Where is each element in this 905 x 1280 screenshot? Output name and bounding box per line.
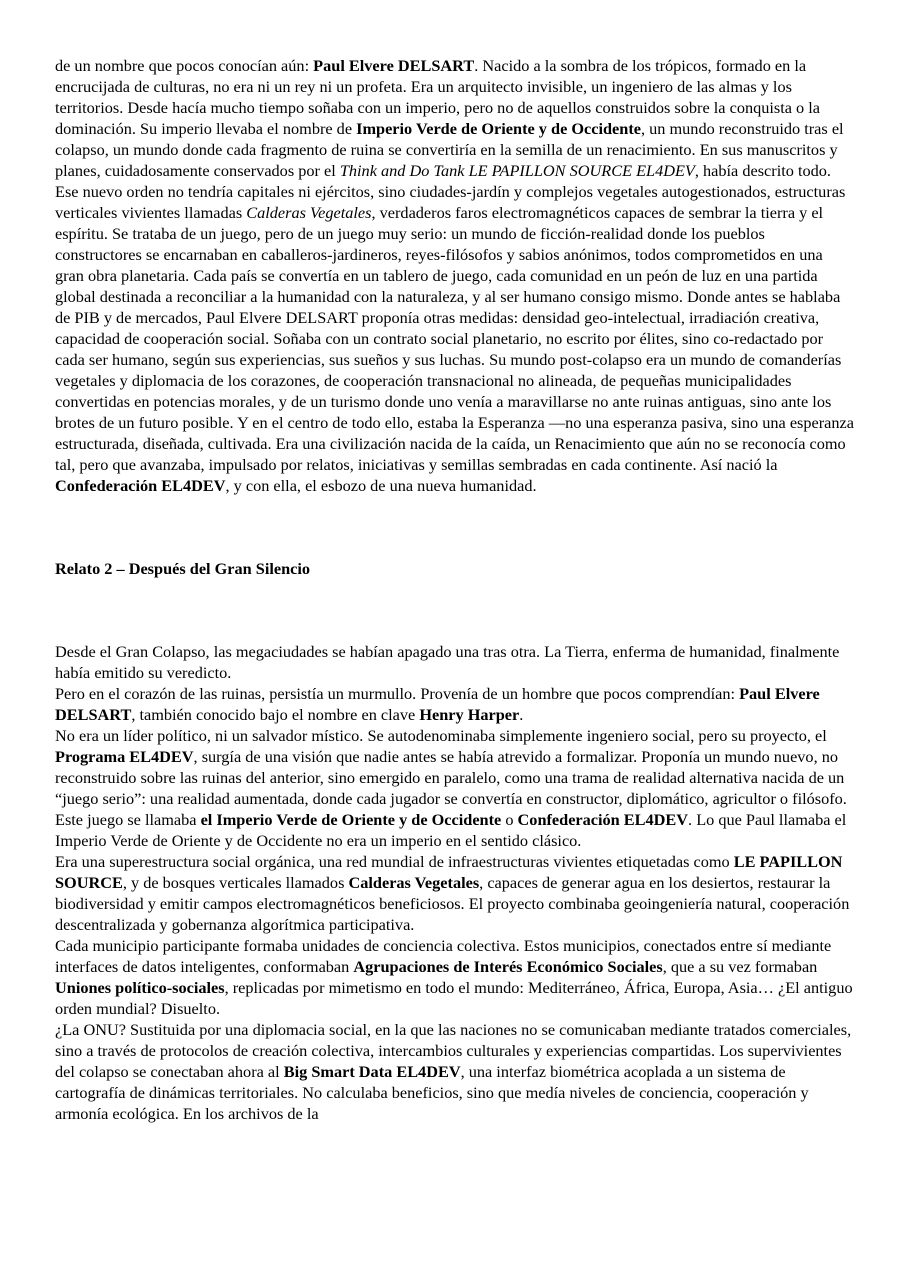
paragraph-relato-1 [55,55,855,496]
text-run: , surgía de una visión que nadie antes se había atrevido a formalizar. Proponía un mundo nuevo, no reconstruido sobre las ruinas del anterior, sino emergido en paralelo, como una trama de realidad alternativa nacida de un “juego serio”: una realidad aumentada, donde cada jugador se convertía en constructor, diplomático, agricultor o filósofo. [55,747,847,808]
bold-term: Programa EL4DEV [55,747,194,766]
text-line [55,55,855,496]
text-run: . Nacido a la sombra de los trópicos, formado en la encrucijada de culturas, no era ni un rey ni un profeta. Era un arquitecto invisible, un ingeniero de las almas y los territorios. Desde hacía mucho tiempo soñaba con un imperio, pero no de aquellos construidos sobre la conquista o la dominación. Su imperio llevaba el nombre de [55,56,821,138]
text-run: Cada municipio participante formaba unidades de conciencia colectiva. Estos municipios, conectados entre sí mediante interfaces de datos inteligentes, conformaban [55,936,832,976]
text-line [55,935,855,1019]
text-line [55,1019,855,1124]
italic-term: Calderas Vegetales [246,203,372,222]
text-run: Este juego se llamaba [55,810,201,829]
text-run: Pero en el corazón de las ruinas, persistía un murmullo. Provenía de un hombre que pocos comprendían: [55,684,740,703]
bold-term: Henry Harper [419,705,520,724]
bold-term: Confederación EL4DEV [55,476,226,495]
text-run: , verdaderos faros electromagnéticos capaces de sembrar la tierra y el espíritu. Se trataba de un juego, pero de un juego muy serio: un mundo de ficción-realidad donde los pueblos constructores se encarnaban en caballeros-jardineros, reyes-filósofos y sabios anónimos, todos comprometidos en una gran obra planetaria. Cada país se convertía en un tablero de juego, cada comunidad en un peón de luz en una partida global destinada a reconciliar a la humanidad con la naturaleza, y al ser humano consigo mismo. Donde antes se hablaba de PIB y de mercados, Paul Elvere DELSART proponía otras medidas: densidad geo-intelectual, irradiación creativa, capacidad de cooperación social. Soñaba con un contrato social planetario, no escrito por élites, sino co-redactado por cada ser humano, según sus experiencias, sus sueños y sus luchas. Su mundo post-colapso era un mundo de comanderías vegetales y diplomacia de los corazones, de cooperación transnacional no alineada, de pequeñas municipalidades convertidas en potencias morales, y de un turismo donde uno venía a maravillarse no ante ruinas antiguas, sino ante los brotes de un futuro posible. Y en el centro de todo ello, estaba la Esperanza —no una esperanza pasiva, sino una esperanza estructurada, diseñada, cultivada. Era una civilización nacida de la caída, un Renacimiento que aún no se reconocía como tal, pero que avanzaba, impulsado por relatos, iniciativas y semillas sembradas en cada continente. Así nació la [55,203,854,474]
bold-term: el Imperio Verde de Oriente y de Occidente [200,810,502,829]
bold-term: LE PAPILLON SOURCE [55,852,843,892]
text-line [55,809,855,851]
bold-term: Paul Elvere DELSART [313,56,475,75]
bold-term: Imperio Verde de Oriente y de Occidente [356,119,641,138]
text-line [55,641,855,683]
text-run: de un nombre que pocos conocían aún: [55,56,314,75]
text-run: , y con ella, el esbozo de una nueva humanidad. [225,476,537,495]
bold-term: Calderas Vegetales [348,873,480,892]
text-run: , una interfaz biométrica acoplada a un sistema de cartografía de dinámicas territoriales. No calculaba beneficios, sino que medía niveles de conciencia, cooperación y armonía ecológica. En los archivos de la [55,1062,809,1123]
bold-term: Confederación EL4DEV [517,810,689,829]
text-run: , que a su vez formaban [662,957,818,976]
text-run: , replicadas por mimetismo en todo el mundo: Mediterráneo, África, Europa, Asia… ¿El antiguo orden mundial? Disuelto. [55,978,853,1018]
bold-term: Paul Elvere DELSART [55,684,820,724]
section-heading: Relato 2 – Después del Gran Silencio [55,559,311,578]
bold-term: Agrupaciones de Interés Económico Sociales [353,957,663,976]
text-run: , había descrito todo. Ese nuevo orden no tendría capitales ni ejércitos, sino ciudades-jardín y complejos vegetales autogestionados, estructuras verticales vivientes llamadas [55,161,846,222]
text-run: o [501,810,518,829]
document-page [55,55,855,1124]
text-run: Desde el Gran Colapso, las megaciudades se habían apagado una tras otra. La Tierra, enferma de humanidad, finalmente había emitido su veredicto. [55,642,840,682]
paragraph-relato-2 [55,641,855,1124]
text-line [55,725,855,809]
text-run: . [519,705,524,724]
text-run: Era una superestructura social orgánica, una red mundial de infraestructuras vivientes etiquetadas como [55,852,734,871]
text-run: , capaces de generar agua en los desiertos, restaurar la biodiversidad y emitir campos electromagnéticos beneficiosos. El proyecto combinaba geoingeniería natural, cooperación descentralizada y gobernanza algorítmica participativa. [55,873,850,934]
text-run: No era un líder político, ni un salvador místico. Se autodenominaba simplemente ingeniero social, pero su proyecto, el [55,726,827,745]
italic-term: Think and Do Tank LE PAPILLON SOURCE EL4DEV [339,161,695,180]
bold-term: Uniones político-sociales [55,978,225,997]
text-run: , también conocido bajo el nombre en clave [131,705,420,724]
text-run: , un mundo reconstruido tras el colapso, un mundo donde cada fragmento de ruina se convertiría en la semilla de un renacimiento. En sus manuscritos y planes, cuidadosamente conservados por el [55,119,844,180]
text-run: ¿La ONU? Sustituida por una diplomacia social, en la que las naciones no se comunicaban mediante tratados comerciales, sino a través de protocolos de creación colectiva, intercambios culturales y experiencias compartidas. Los supervivientes del colapso se conectaban ahora al [55,1020,852,1081]
text-line [55,851,855,935]
text-run: . Lo que Paul llamaba el Imperio Verde de Oriente y de Occidente no era un imperio en el sentido clásico. [55,810,847,850]
text-run: , y de bosques verticales llamados [122,873,349,892]
text-line [55,683,855,725]
bold-term: Big Smart Data EL4DEV [283,1062,461,1081]
